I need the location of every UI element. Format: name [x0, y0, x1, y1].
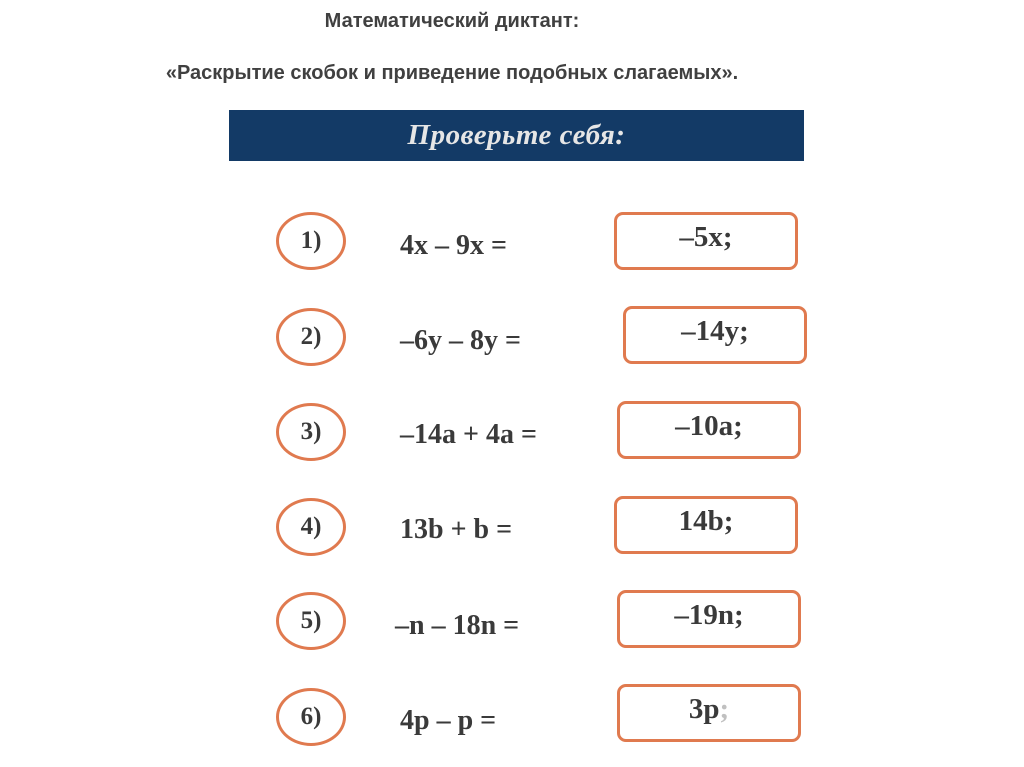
item-number-circle: 4)	[276, 498, 346, 556]
item-answer-box	[617, 684, 801, 742]
item-answer-box: –10a;	[617, 401, 801, 459]
item-expression: 13b + b =	[400, 514, 513, 545]
check-yourself-banner: Проверьте себя:	[229, 110, 804, 161]
item-number-circle: 5)	[276, 592, 346, 650]
item-number-circle: 1)	[276, 212, 346, 270]
item-answer-faded-semicolon: ;	[719, 692, 730, 725]
item-number-circle: 2)	[276, 308, 346, 366]
item-expression: 4p – p =	[400, 705, 497, 736]
item-number-circle: 3)	[276, 403, 346, 461]
item-expression: –6y – 8y =	[400, 325, 521, 356]
item-number-circle: 6)	[276, 688, 346, 746]
item-answer-box: –14y;	[623, 306, 807, 364]
page-subtitle: «Раскрытие скобок и приведение подобных слагаемых».	[165, 62, 739, 84]
item-answer-box: –5x;	[614, 212, 798, 270]
item-answer-box: 14b;	[614, 496, 798, 554]
item-answer-box: –19n;	[617, 590, 801, 648]
item-answer-text: 3p	[688, 692, 720, 725]
item-expression: 4x – 9x =	[400, 230, 507, 261]
item-expression: –14a + 4a =	[400, 419, 537, 450]
page-title: Математический диктант:	[324, 10, 580, 32]
item-expression: –n – 18n =	[395, 610, 520, 641]
